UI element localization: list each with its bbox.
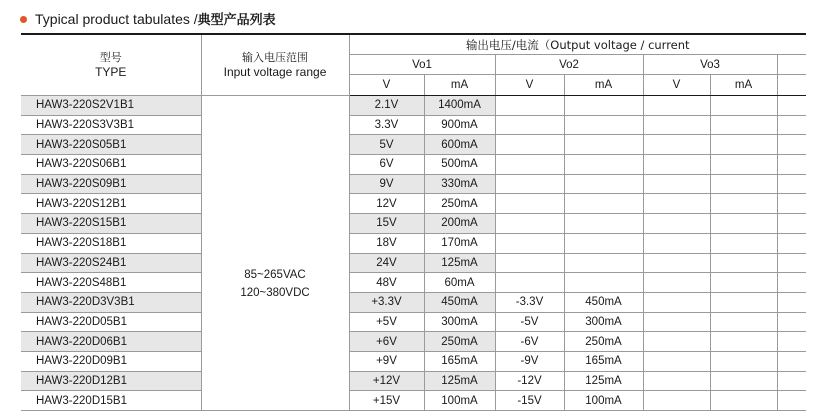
table-row: [21, 155, 806, 175]
vo1-v-cell: +5V: [349, 312, 424, 332]
vo1-ma-cell: 330mA: [424, 174, 495, 194]
vo1-v-cell: 18V: [349, 233, 424, 253]
input-header-en: Input voltage range: [223, 64, 327, 79]
vo1-ma-cell: 300mA: [424, 312, 495, 332]
table-row: [21, 253, 806, 273]
vo3-ma-cell: [710, 96, 777, 116]
vo1-v-cell: +15V: [349, 391, 424, 411]
vo3-ma-header: mA: [710, 75, 777, 96]
model-cell: HAW3-220S15B1: [21, 214, 201, 234]
extra-cell: [777, 96, 806, 116]
vo3-ma-cell: [710, 155, 777, 175]
vo1-v-header: V: [349, 75, 424, 96]
vo1-ma-cell: 450mA: [424, 292, 495, 312]
vo1-ma-cell: 600mA: [424, 135, 495, 155]
vo1-v-cell: 5V: [349, 135, 424, 155]
table-row: [21, 371, 806, 391]
vo3-ma-cell: [710, 292, 777, 312]
vo3-v-cell: [643, 253, 710, 273]
vo2-v-cell: [495, 253, 564, 273]
extra-cell: [777, 391, 806, 411]
vo3-v-cell: [643, 371, 710, 391]
vo3-v-cell: [643, 115, 710, 135]
extra-cell: [777, 233, 806, 253]
extra-cell: [777, 214, 806, 234]
vo3-ma-cell: [710, 214, 777, 234]
vo3-v-cell: [643, 155, 710, 175]
extra-cell: [777, 273, 806, 293]
vo3-ma-cell: [710, 332, 777, 352]
extra-cell: [777, 312, 806, 332]
vo1-v-cell: +12V: [349, 371, 424, 391]
vo2-v-cell: [495, 96, 564, 116]
table-row: [21, 135, 806, 155]
vo1-v-cell: 48V: [349, 273, 424, 293]
vo3-v-header: V: [643, 75, 710, 96]
vo2-v-cell: [495, 155, 564, 175]
vo2-ma-cell: [564, 135, 643, 155]
table-row: [21, 332, 806, 352]
vo3-v-cell: [643, 391, 710, 411]
vo2-v-cell: -9V: [495, 351, 564, 371]
vo3-ma-cell: [710, 135, 777, 155]
vo1-v-cell: +3.3V: [349, 292, 424, 312]
product-table-body: [21, 96, 806, 411]
model-cell: HAW3-220D3V3B1: [21, 292, 201, 312]
vo2-v-cell: -6V: [495, 332, 564, 352]
vo2-v-cell: [495, 233, 564, 253]
input-range-line: 120~380VDC: [240, 287, 310, 299]
vo2-ma-cell: 165mA: [564, 351, 643, 371]
vo3-v-cell: [643, 135, 710, 155]
input-header-cn: 输入电压范围: [242, 50, 308, 64]
table-row: [21, 391, 806, 411]
vo1-v-cell: 9V: [349, 174, 424, 194]
vo3-ma-cell: [710, 371, 777, 391]
extra-cell: [777, 371, 806, 391]
vo1-ma-cell: 500mA: [424, 155, 495, 175]
vo2-v-cell: [495, 135, 564, 155]
vo1-v-cell: 3.3V: [349, 115, 424, 135]
section-title-cn: 典型产品列表: [197, 13, 276, 28]
extra-cell: [777, 194, 806, 214]
vo3-v-cell: [643, 351, 710, 371]
vo2-v-cell: -5V: [495, 312, 564, 332]
vo2-ma-cell: [564, 96, 643, 116]
vo2-v-cell: -3.3V: [495, 292, 564, 312]
vo1-v-cell: 15V: [349, 214, 424, 234]
vo2-ma-cell: [564, 155, 643, 175]
type-header-en: TYPE: [95, 64, 127, 79]
vo1-ma-cell: 170mA: [424, 233, 495, 253]
vo1-v-cell: 24V: [349, 253, 424, 273]
vo2-ma-cell: [564, 115, 643, 135]
vo1-ma-header: mA: [424, 75, 495, 96]
type-header: [21, 34, 201, 96]
extra-sub-header: [777, 75, 806, 96]
table-row: [21, 273, 806, 293]
vo2-v-cell: [495, 115, 564, 135]
table-row: [21, 194, 806, 214]
vo1-ma-cell: 1400mA: [424, 96, 495, 116]
vo2-ma-header: mA: [564, 75, 643, 96]
vo1-ma-cell: 250mA: [424, 194, 495, 214]
model-cell: HAW3-220D15B1: [21, 391, 201, 411]
vo1-ma-cell: 125mA: [424, 253, 495, 273]
vo2-ma-cell: 250mA: [564, 332, 643, 352]
model-cell: HAW3-220S2V1B1: [21, 96, 201, 116]
vo3-v-cell: [643, 194, 710, 214]
vo1-ma-cell: 250mA: [424, 332, 495, 352]
vo1-ma-cell: 60mA: [424, 273, 495, 293]
output-header: [349, 34, 806, 55]
vo2-v-cell: [495, 194, 564, 214]
vo3-v-cell: [643, 332, 710, 352]
bullet-icon: [20, 16, 27, 23]
table-row: [21, 351, 806, 371]
product-table: [21, 33, 806, 411]
vo2-header: Vo2: [495, 55, 643, 75]
vo2-ma-cell: [564, 214, 643, 234]
input-range-line: 85~265VAC: [244, 269, 306, 281]
vo3-ma-cell: [710, 253, 777, 273]
vo3-ma-cell: [710, 273, 777, 293]
extra-cell: [777, 115, 806, 135]
vo3-ma-cell: [710, 312, 777, 332]
vo3-v-cell: [643, 273, 710, 293]
vo3-header: Vo3: [643, 55, 777, 75]
table-row: [21, 292, 806, 312]
model-cell: HAW3-220S3V3B1: [21, 115, 201, 135]
vo2-ma-cell: 125mA: [564, 371, 643, 391]
vo1-ma-cell: 125mA: [424, 371, 495, 391]
table-row: [21, 115, 806, 135]
vo2-v-cell: [495, 214, 564, 234]
table-row: [21, 312, 806, 332]
vo1-v-cell: +9V: [349, 351, 424, 371]
extra-cell: [777, 292, 806, 312]
section-title: [20, 9, 276, 29]
vo1-v-cell: 6V: [349, 155, 424, 175]
extra-header: [777, 55, 806, 75]
vo1-v-cell: 12V: [349, 194, 424, 214]
vo3-ma-cell: [710, 194, 777, 214]
vo3-v-cell: [643, 214, 710, 234]
vo2-ma-cell: [564, 174, 643, 194]
model-cell: HAW3-220S48B1: [21, 273, 201, 293]
extra-cell: [777, 174, 806, 194]
vo1-v-cell: 2.1V: [349, 96, 424, 116]
model-cell: HAW3-220S09B1: [21, 174, 201, 194]
table-row: [21, 214, 806, 234]
vo3-v-cell: [643, 174, 710, 194]
input-header: [201, 34, 349, 96]
extra-cell: [777, 155, 806, 175]
vo2-ma-cell: 450mA: [564, 292, 643, 312]
table-row: [21, 233, 806, 253]
model-cell: HAW3-220S24B1: [21, 253, 201, 273]
vo1-ma-cell: 900mA: [424, 115, 495, 135]
vo2-ma-cell: 300mA: [564, 312, 643, 332]
vo2-ma-cell: [564, 253, 643, 273]
output-header-label: 输出电压/电流（Output voltage / current: [465, 37, 690, 52]
vo3-ma-cell: [710, 233, 777, 253]
vo3-v-cell: [643, 292, 710, 312]
section-title-en: Typical product tabulates /: [35, 11, 198, 27]
extra-cell: [777, 135, 806, 155]
vo3-ma-cell: [710, 115, 777, 135]
vo2-v-cell: -12V: [495, 371, 564, 391]
vo1-ma-cell: 165mA: [424, 351, 495, 371]
extra-cell: [777, 253, 806, 273]
vo3-ma-cell: [710, 391, 777, 411]
table-row: [21, 174, 806, 194]
vo2-ma-cell: [564, 194, 643, 214]
vo2-v-cell: [495, 273, 564, 293]
vo3-v-cell: [643, 96, 710, 116]
extra-cell: [777, 332, 806, 352]
vo2-v-header: V: [495, 75, 564, 96]
model-cell: HAW3-220D06B1: [21, 332, 201, 352]
vo1-ma-cell: 100mA: [424, 391, 495, 411]
vo2-ma-cell: 100mA: [564, 391, 643, 411]
model-cell: HAW3-220D12B1: [21, 371, 201, 391]
model-cell: HAW3-220S18B1: [21, 233, 201, 253]
vo1-header: Vo1: [349, 55, 495, 75]
vo2-ma-cell: [564, 273, 643, 293]
vo1-v-cell: +6V: [349, 332, 424, 352]
input-range-cell: [201, 96, 349, 411]
vo3-v-cell: [643, 312, 710, 332]
type-header-cn: 型号: [99, 50, 122, 64]
vo2-ma-cell: [564, 233, 643, 253]
model-cell: HAW3-220S06B1: [21, 155, 201, 175]
vo2-v-cell: [495, 174, 564, 194]
vo3-ma-cell: [710, 351, 777, 371]
vo3-ma-cell: [710, 174, 777, 194]
vo3-v-cell: [643, 233, 710, 253]
model-cell: HAW3-220S12B1: [21, 194, 201, 214]
vo1-ma-cell: 200mA: [424, 214, 495, 234]
extra-cell: [777, 351, 806, 371]
vo2-v-cell: -15V: [495, 391, 564, 411]
model-cell: HAW3-220D05B1: [21, 312, 201, 332]
table-row: [21, 96, 806, 116]
model-cell: HAW3-220D09B1: [21, 351, 201, 371]
model-cell: HAW3-220S05B1: [21, 135, 201, 155]
